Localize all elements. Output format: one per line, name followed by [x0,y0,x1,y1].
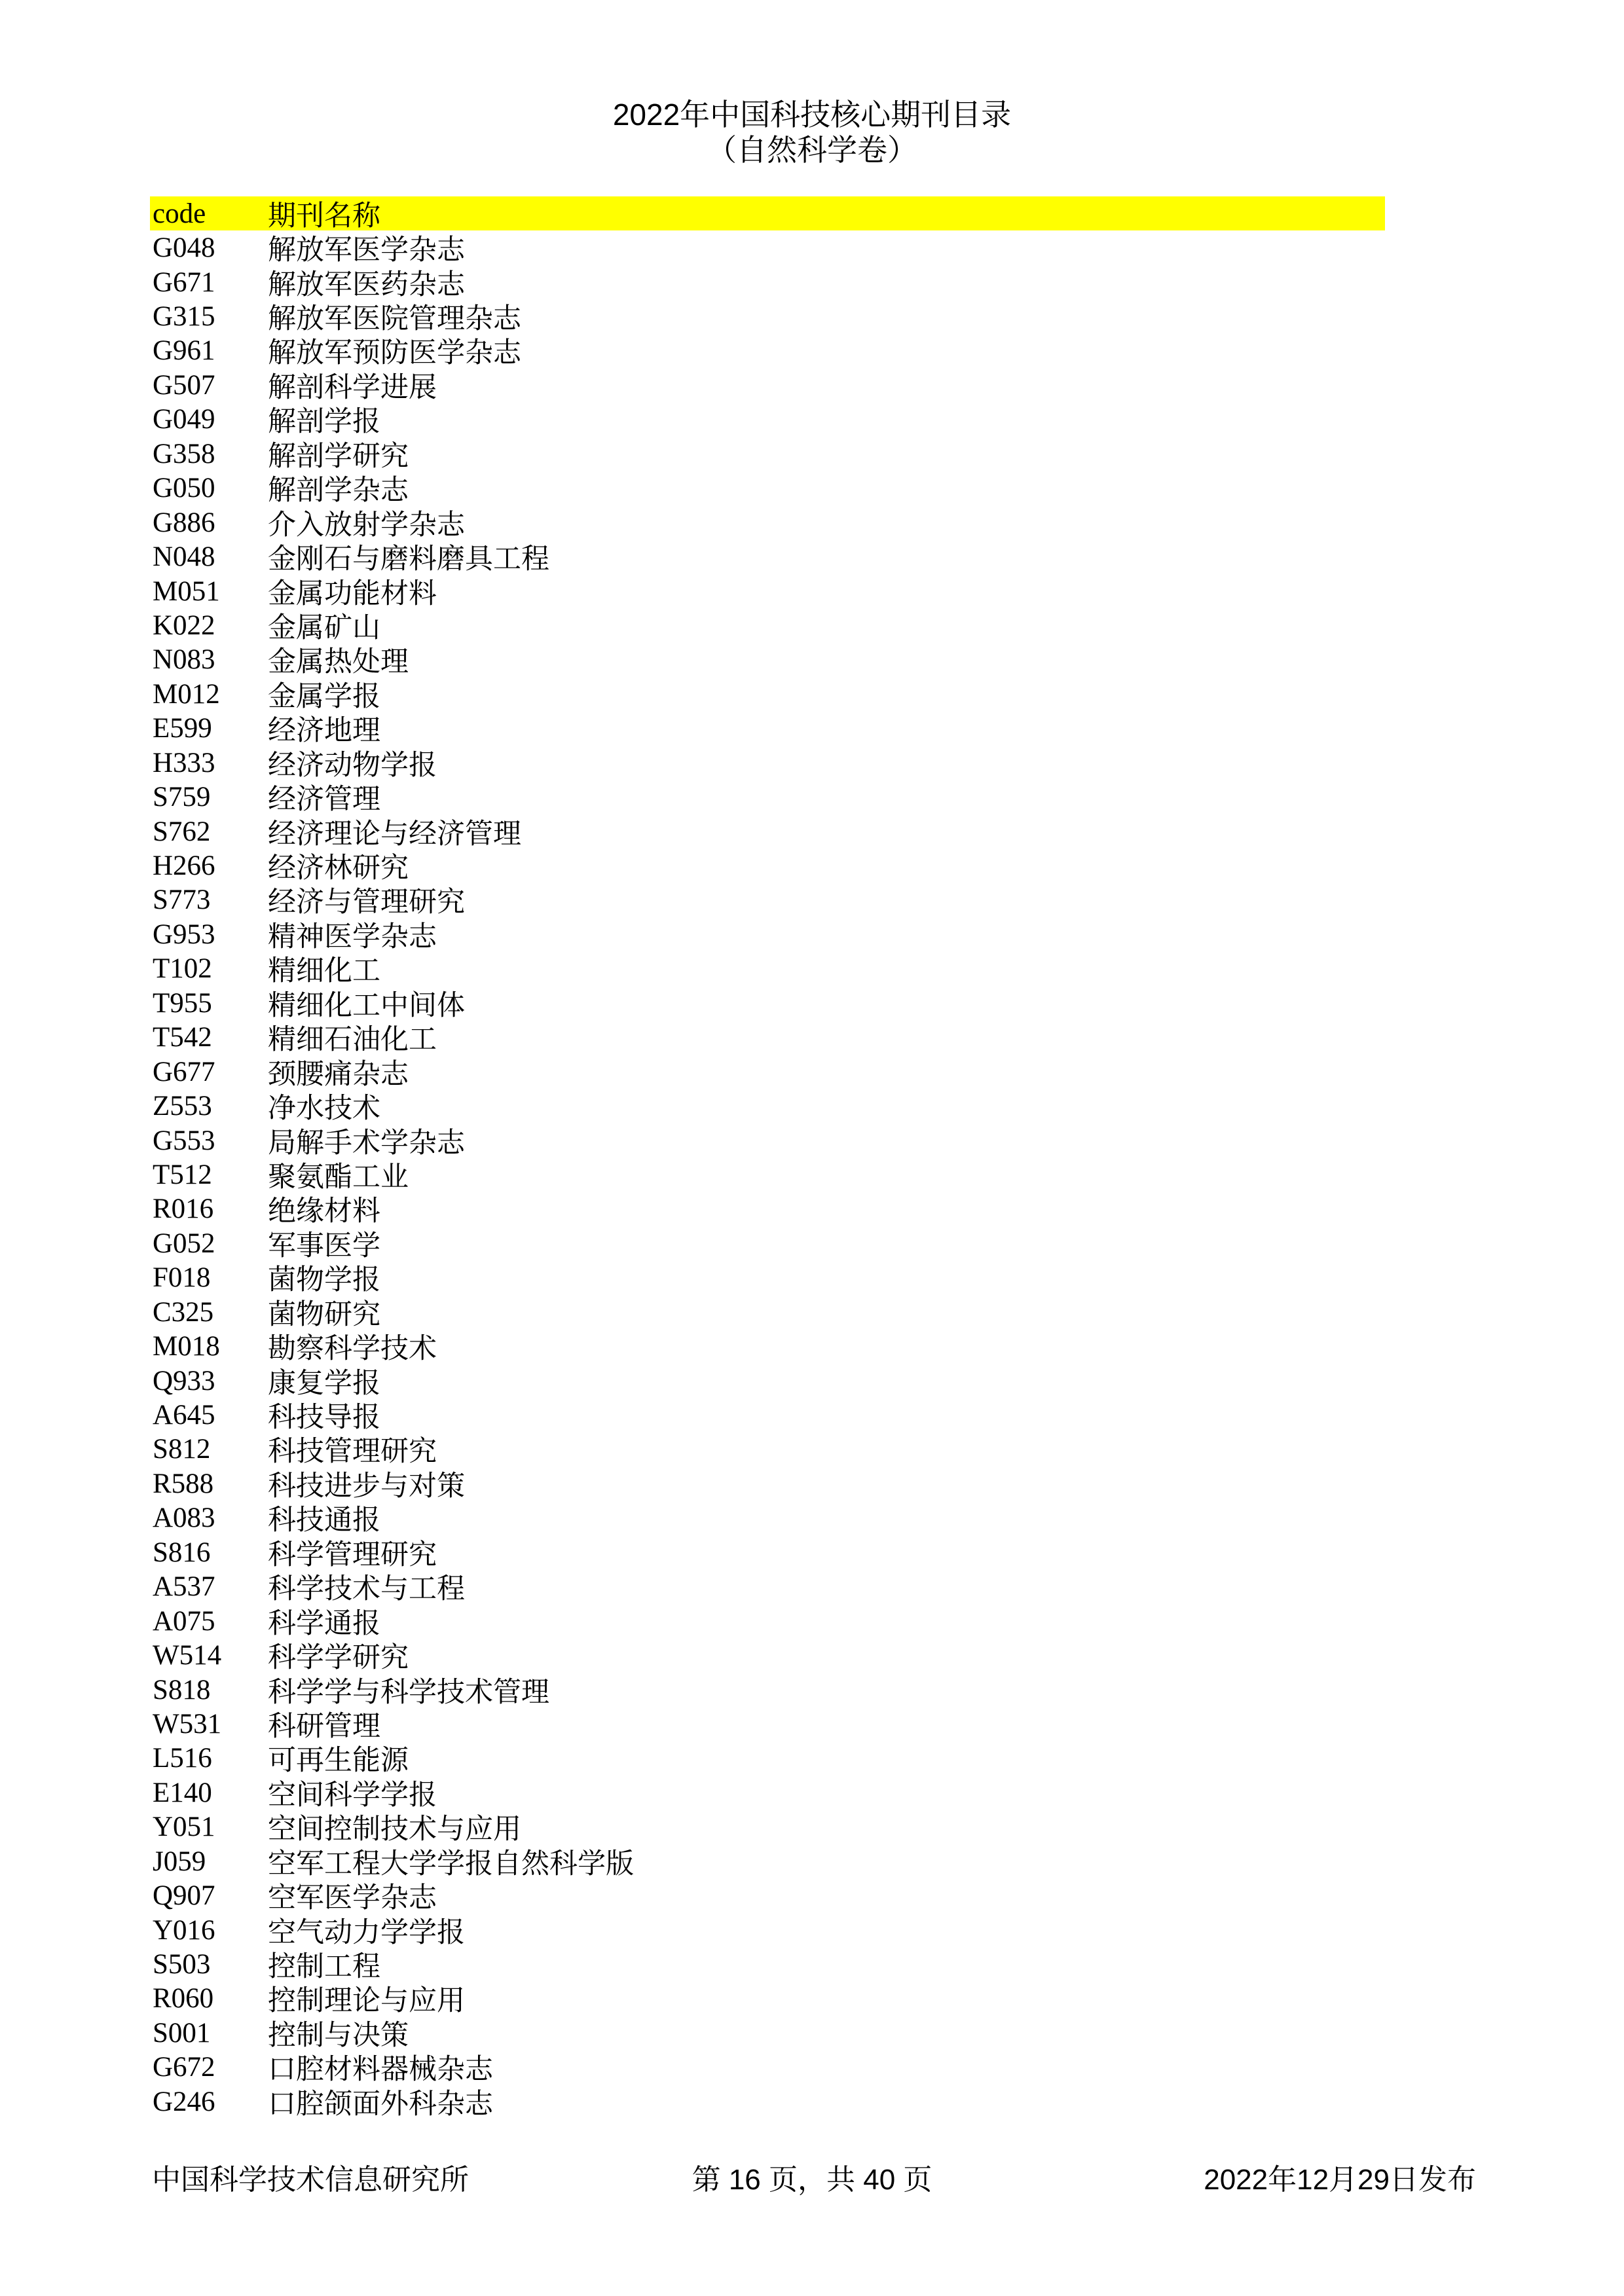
journal-code: S812 [153,1434,211,1465]
journal-name: 勘察科学技术 [268,1334,437,1365]
journal-name: 康复学报 [268,1368,380,1399]
journal-name: 科研管理 [268,1711,380,1742]
journal-code: S759 [153,782,211,813]
table-row [150,883,1385,917]
table-row [150,1123,1385,1157]
journal-code: T955 [153,987,212,1019]
journal-name: 解剖学研究 [268,441,409,472]
journal-name: 解剖学报 [268,407,380,438]
table-row [150,952,1385,986]
table-body [150,230,1385,2119]
journal-code: R060 [153,1983,214,2014]
journal-table [150,196,1385,2119]
journal-code: N048 [153,541,215,573]
journal-code: T512 [153,1159,212,1190]
journal-name: 解剖科学进展 [268,372,437,403]
table-row [150,1055,1385,1089]
journal-code: W514 [153,1640,222,1671]
journal-code: G358 [153,438,215,469]
journal-code: T542 [153,1022,212,1053]
journal-code: G315 [153,301,215,333]
journal-name: 科学管理研究 [268,1539,437,1571]
journal-name: 解放军医院管理杂志 [268,304,521,335]
table-row [150,1535,1385,1569]
table-row [150,437,1385,471]
journal-code: W531 [153,1708,222,1740]
footer-page-number: 第 16 页，共 40 页 [692,2164,932,2196]
table-row [150,1776,1385,1810]
journal-code: A537 [153,1571,215,1603]
journal-name: 科学学与科学技术管理 [268,1677,549,1708]
table-row [150,1570,1385,1604]
name-column-header: 期刊名称 [268,200,380,232]
journal-code: S818 [153,1674,211,1705]
journal-code: G953 [153,919,215,950]
journal-name: 净水技术 [268,1093,380,1125]
table-row [150,1878,1385,1912]
table-header-row [150,196,1385,230]
journal-code: Z553 [153,1091,212,1122]
journal-name: 颈腰痛杂志 [268,1059,409,1090]
table-row [150,1432,1385,1467]
journal-name: 控制与决策 [268,2020,409,2051]
journal-name: 局解手术学杂志 [268,1127,465,1159]
journal-code: F018 [153,1262,211,1294]
table-row [150,848,1385,883]
journal-name: 可再生能源 [268,1745,409,1777]
table-row [150,403,1385,437]
journal-code: H266 [153,850,215,882]
table-row [150,1295,1385,1329]
journal-code: G886 [153,507,215,538]
journal-code: G052 [153,1228,215,1259]
journal-name: 解放军预防医学杂志 [268,338,521,369]
journal-name: 口腔材料器械杂志 [268,2054,493,2086]
journal-code: L516 [153,1743,212,1774]
journal-name: 科学学研究 [268,1643,409,1674]
journal-name: 精细化工中间体 [268,990,465,1021]
journal-code: Q907 [153,1880,215,1912]
journal-code: S762 [153,816,211,847]
journal-name: 控制理论与应用 [268,1986,465,2017]
journal-code: T102 [153,953,212,985]
table-row [150,471,1385,505]
journal-code: Q933 [153,1365,215,1396]
journal-name: 解剖学杂志 [268,475,409,507]
journal-name: 空间控制技术与应用 [268,1814,521,1846]
journal-name: 科技管理研究 [268,1436,437,1468]
journal-name: 介入放射学杂志 [268,509,465,541]
journal-code: J059 [153,1846,206,1877]
table-row [150,539,1385,574]
journal-name: 解放军医学杂志 [268,235,465,266]
journal-code: A645 [153,1400,215,1431]
table-row [150,1982,1385,2016]
journal-name: 金属热处理 [268,647,409,678]
journal-code: R016 [153,1194,214,1225]
journal-code: R588 [153,1468,214,1499]
journal-code: Y016 [153,1914,215,1946]
table-row [150,1364,1385,1398]
table-row [150,368,1385,402]
footer-publish-date: 2022年12月29日发布 [1204,2164,1476,2196]
table-row [150,1329,1385,1363]
journal-name: 空气动力学学报 [268,1917,465,1948]
table-row [150,1810,1385,1844]
journal-name: 空军医学杂志 [268,1883,437,1914]
journal-name: 精细石油化工 [268,1025,437,1056]
table-row [150,1741,1385,1776]
journal-name: 空军工程大学学报自然科学版 [268,1848,634,1880]
journal-name: 经济地理 [268,716,380,747]
journal-name: 科学技术与工程 [268,1574,465,1605]
journal-code: G671 [153,266,215,298]
table-row [150,1192,1385,1226]
journal-name: 经济林研究 [268,853,409,884]
journal-name: 金属矿山 [268,612,380,644]
journal-code: G050 [153,473,215,504]
journal-name: 精神医学杂志 [268,921,437,953]
table-row [150,2085,1385,2119]
journal-code: G048 [153,232,215,264]
table-row [150,608,1385,642]
journal-code: E599 [153,713,212,744]
journal-name: 经济理论与经济管理 [268,818,521,850]
table-row [150,677,1385,711]
table-row [150,1261,1385,1295]
journal-code: N083 [153,644,215,676]
journal-code: M018 [153,1331,220,1362]
journal-name: 空间科学学报 [268,1779,437,1811]
journal-code: G246 [153,2086,215,2117]
journal-name: 军事医学 [268,1230,380,1262]
journal-code: H333 [153,747,215,778]
table-row [150,1157,1385,1192]
journal-code: S503 [153,1949,211,1980]
journal-name: 科技导报 [268,1402,380,1434]
table-row [150,814,1385,848]
journal-name: 科学通报 [268,1608,380,1639]
journal-name: 解放军医药杂志 [268,269,465,301]
journal-name: 金刚石与磨料磨具工程 [268,544,549,575]
journal-code: M051 [153,575,220,607]
journal-name: 绝缘材料 [268,1196,380,1228]
table-row [150,1226,1385,1260]
table-row [150,746,1385,780]
footer-organization: 中国科学技术信息研究所 [152,2164,469,2196]
table-row [150,1947,1385,1981]
journal-code: G961 [153,335,215,367]
journal-name: 科技进步与对策 [268,1470,465,1502]
journal-name: 金属学报 [268,681,380,712]
table-row [150,1467,1385,1501]
table-row [150,1604,1385,1638]
journal-code: M012 [153,678,220,710]
journal-code: A075 [153,1605,215,1637]
table-row [150,712,1385,746]
journal-code: G677 [153,1056,215,1087]
table-row [150,230,1385,264]
table-row [150,986,1385,1020]
journal-code: G049 [153,404,215,435]
table-row [150,1673,1385,1707]
table-row [150,505,1385,539]
table-row [150,1501,1385,1535]
table-row [150,1707,1385,1741]
table-row [150,1844,1385,1878]
journal-code: E140 [153,1777,212,1808]
journal-code: S773 [153,884,211,916]
table-row [150,780,1385,814]
journal-name: 菌物学报 [268,1265,380,1296]
table-row [150,1021,1385,1055]
table-row [150,1398,1385,1432]
table-row [150,1638,1385,1672]
journal-name: 经济动物学报 [268,750,437,781]
table-row [150,574,1385,608]
table-row [150,1089,1385,1123]
journal-name: 口腔颌面外科杂志 [268,2088,493,2120]
journal-name: 金属功能材料 [268,578,437,610]
table-row [150,2016,1385,2050]
journal-name: 控制工程 [268,1952,380,1983]
journal-code: Y051 [153,1812,215,1843]
table-row [150,643,1385,677]
document-subtitle: （自然科学卷） [707,133,917,167]
journal-code: K022 [153,610,215,641]
journal-name: 菌物研究 [268,1299,380,1330]
table-row [150,2050,1385,2085]
journal-name: 经济与管理研究 [268,887,465,919]
journal-name: 聚氨酯工业 [268,1161,409,1193]
table-row [150,1913,1385,1947]
journal-code: G553 [153,1125,215,1156]
code-column-header: code [153,198,206,229]
table-row [150,334,1385,368]
table-row [150,265,1385,299]
journal-code: S816 [153,1537,211,1568]
table-row [150,917,1385,951]
table-row [150,299,1385,333]
document-title: 2022年中国科技核心期刊目录 [612,98,1012,132]
journal-code: S001 [153,2017,211,2049]
journal-name: 精细化工 [268,956,380,987]
journal-name: 经济管理 [268,784,380,816]
journal-code: G672 [153,2052,215,2083]
journal-name: 科技通报 [268,1505,380,1537]
journal-code: A083 [153,1503,215,1534]
journal-code: C325 [153,1296,214,1328]
journal-code: G507 [153,369,215,401]
